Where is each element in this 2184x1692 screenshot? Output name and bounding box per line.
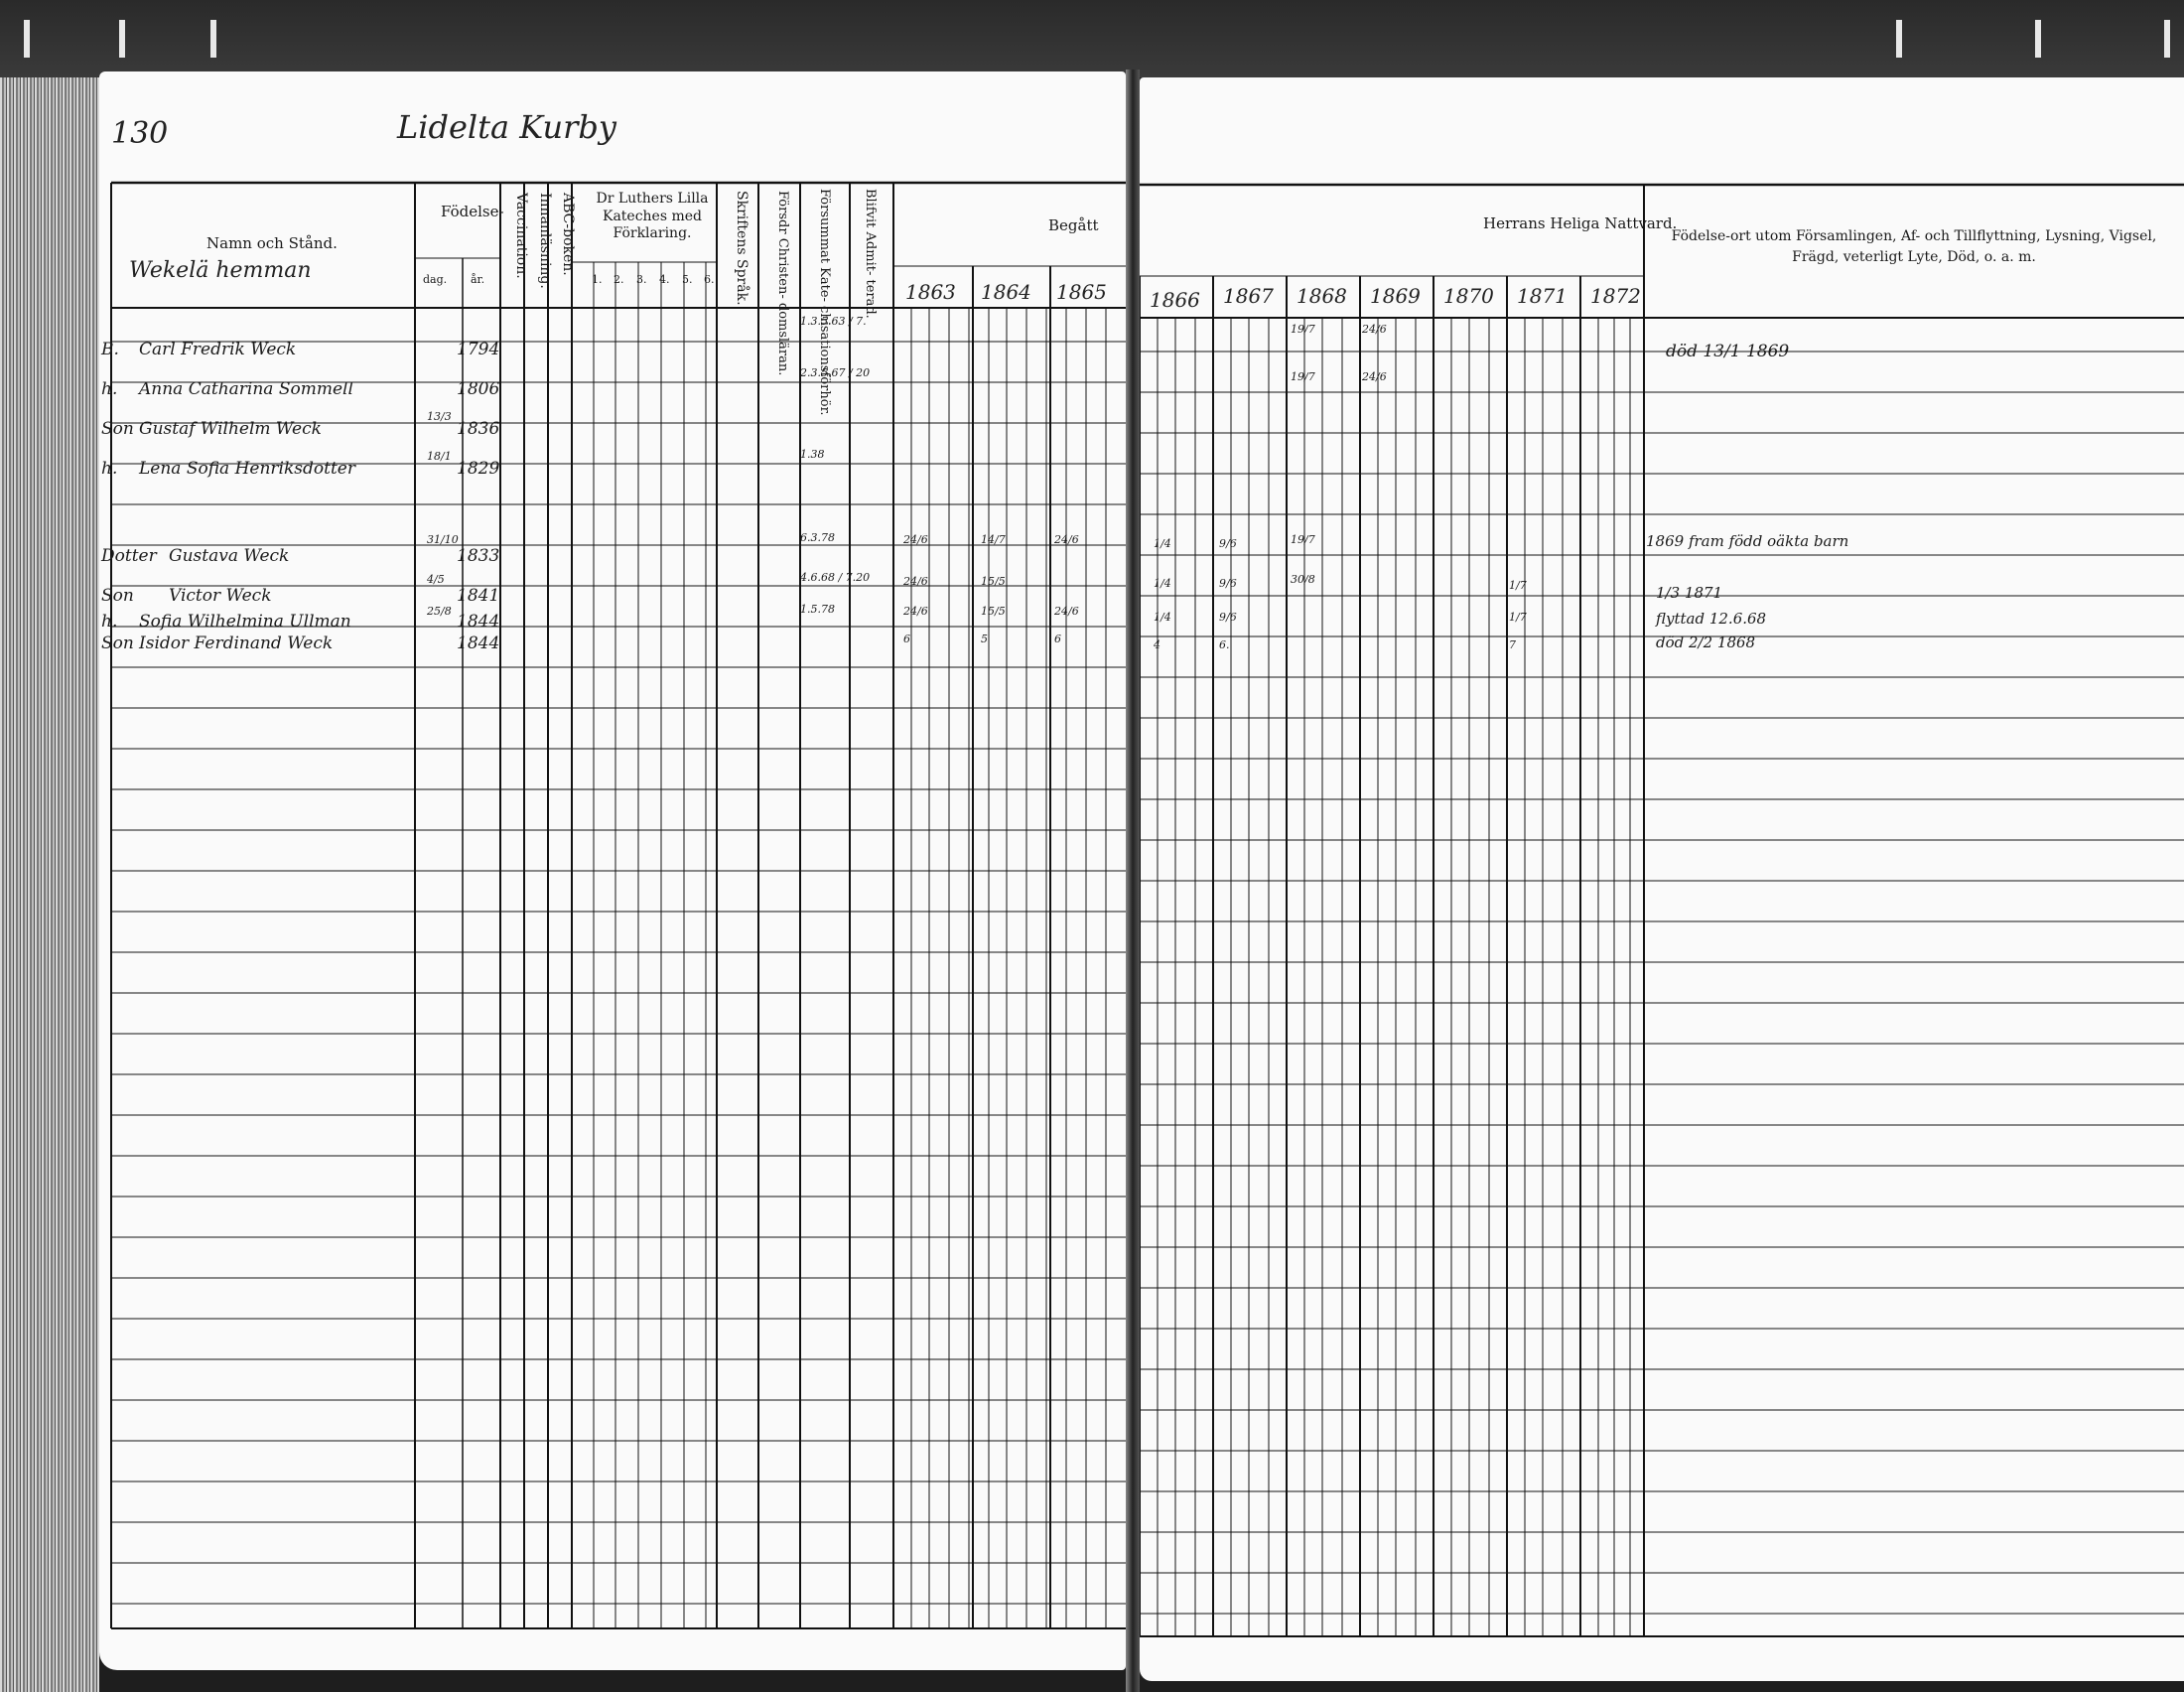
row-1866: 1/4 — [1154, 537, 1171, 550]
row-exam: 4.6.68 / 7.20 — [800, 571, 871, 584]
header-admitted: Blifvit Admit- terad. — [863, 189, 878, 319]
row-role: Son — [101, 634, 134, 653]
row-1867: 9/6 — [1219, 577, 1237, 590]
row-year: 1829 — [457, 459, 500, 479]
header-name: Namn och Stånd. — [206, 234, 338, 252]
row-day: 25/8 — [427, 605, 452, 618]
row-1871: 7 — [1509, 638, 1516, 651]
row-1866: 4 — [1154, 638, 1160, 651]
luther-col-3: 3. — [636, 273, 647, 286]
row-1868: 30/8 — [1291, 573, 1315, 586]
row-1867: 9/6 — [1219, 611, 1237, 624]
row-role: h. — [101, 379, 118, 399]
row-1865: 24/6 — [1054, 605, 1079, 618]
header-name-sub: Wekelä hemman — [129, 258, 312, 283]
film-strip — [0, 0, 2184, 77]
row-1864: 15/5 — [981, 605, 1006, 618]
row-role: h. — [101, 612, 118, 632]
year-1866: 1866 — [1150, 288, 1200, 312]
row-name: Victor Weck — [169, 586, 272, 606]
row-1863: 24/6 — [903, 575, 928, 588]
year-1870: 1870 — [1443, 284, 1494, 308]
year-1869: 1869 — [1370, 284, 1421, 308]
luther-col-5: 5. — [682, 273, 693, 286]
row-1867: 6. — [1219, 638, 1230, 651]
luther-col-1: 1. — [592, 273, 603, 286]
row-1864: 5 — [981, 633, 988, 645]
row-name: Anna Catharina Sommell — [139, 379, 353, 399]
header-year: år. — [471, 273, 485, 286]
row-1865: 24/6 — [1054, 533, 1079, 546]
luther-col-2: 2. — [614, 273, 624, 286]
row-role: B. — [101, 340, 119, 359]
year-1864: 1864 — [981, 280, 1031, 304]
row-day: 4/5 — [427, 573, 445, 586]
header-vaccination: Vaccination. — [513, 193, 529, 279]
row-day: 31/10 — [427, 533, 459, 546]
header-reading: Innanläsning. — [537, 193, 553, 289]
right-ruling — [1140, 77, 2184, 1681]
luther-col-6: 6. — [704, 273, 715, 286]
row-role: Son — [101, 419, 134, 439]
row-role: h. — [101, 459, 118, 479]
header-remarks: Födelse-ort utom Församlingen, Af- och Tillflyttning, Lysning, Vigsel, Frägd, veterligt Lyte, Död, o. a. m. — [1671, 228, 2157, 265]
year-1863: 1863 — [905, 280, 956, 304]
row-year: 1844 — [457, 612, 500, 632]
year-1865: 1865 — [1056, 280, 1107, 304]
row-year: 1833 — [457, 546, 500, 566]
row-name: Sofia Wilhelmina Ullman — [139, 612, 351, 632]
row-1863: 24/6 — [903, 533, 928, 546]
row-exam: 2.3.5.67 / 20 — [800, 366, 871, 379]
row-1867: 9/6 — [1219, 537, 1237, 550]
luther-col-4: 4. — [659, 273, 670, 286]
row-day: 18/1 — [427, 450, 452, 463]
row-exam: 6.3.78 — [800, 531, 835, 544]
row-exam: 1.5.78 — [800, 603, 835, 616]
row-role: Dotter — [101, 546, 157, 566]
header-birth: Födelse- — [441, 203, 504, 220]
row-year: 1844 — [457, 634, 500, 653]
row-1868: 19/7 — [1291, 533, 1315, 546]
row-1865: 6 — [1054, 633, 1061, 645]
parish-title: Lidelta Kurby — [397, 108, 616, 146]
row-remark: 1869 fram född oäkta barn — [1646, 532, 1849, 550]
row-name: Lena Sofia Henriksdotter — [139, 459, 355, 479]
row-1871: 1/7 — [1509, 611, 1527, 624]
film-mark — [2035, 20, 2041, 58]
row-name: Isidor Ferdinand Weck — [139, 634, 334, 653]
row-name: Gustava Weck — [169, 546, 290, 566]
row-exam: 1.38 — [800, 448, 825, 461]
row-remark: död 13/1 1869 — [1666, 342, 1790, 361]
year-1867: 1867 — [1223, 284, 1274, 308]
year-1868: 1868 — [1297, 284, 1347, 308]
row-1863: 6 — [903, 633, 910, 645]
page-number: 130 — [111, 116, 169, 151]
film-mark — [210, 20, 216, 58]
film-mark — [119, 20, 125, 58]
row-remark: död 2/2 1868 — [1656, 634, 1756, 651]
right-page — [1140, 77, 2184, 1681]
book-gutter — [1126, 70, 1140, 1692]
year-1872: 1872 — [1590, 284, 1641, 308]
left-ruling — [99, 71, 1126, 1670]
row-1868: 19/7 — [1291, 323, 1315, 336]
header-scripture: Skriftens Språk. — [734, 191, 750, 306]
header-abc: ABC-boken. — [560, 193, 576, 276]
header-luther: Dr Luthers Lilla Kateches med Förklaring. — [596, 191, 709, 241]
header-day: dag. — [423, 273, 448, 286]
row-year: 1794 — [457, 340, 500, 359]
row-name: Carl Fredrik Weck — [139, 340, 297, 359]
row-year: 1806 — [457, 379, 500, 399]
row-1871: 1/7 — [1509, 579, 1527, 592]
row-1864: 14/7 — [981, 533, 1006, 546]
row-remark: flyttad 12.6.68 — [1656, 610, 1767, 628]
row-1868: 19/7 — [1291, 370, 1315, 383]
row-year: 1836 — [457, 419, 500, 439]
film-mark — [1896, 20, 1902, 58]
header-catechism-missed: Försummat Kate- chisationsförhör. — [817, 189, 832, 416]
row-1864: 15/5 — [981, 575, 1006, 588]
left-page — [99, 71, 1126, 1670]
header-begatt: Begått — [1048, 216, 1099, 234]
header-lords-supper: Herrans Heliga Nattvard. — [1483, 214, 1678, 232]
row-1866: 1/4 — [1154, 577, 1171, 590]
row-role: Son — [101, 586, 134, 606]
row-remark: 1/3 1871 — [1656, 584, 1723, 602]
row-1863: 24/6 — [903, 605, 928, 618]
film-mark — [2164, 20, 2170, 58]
row-name: Gustaf Wilhelm Weck — [139, 419, 322, 439]
row-year: 1841 — [457, 586, 500, 606]
header-christendom: Försdr Christen- domsläran. — [775, 191, 790, 376]
row-1869: 24/6 — [1362, 323, 1387, 336]
year-1871: 1871 — [1517, 284, 1568, 308]
row-exam: 1.3.5.63 / 7. — [800, 315, 867, 328]
book-edge — [0, 77, 99, 1692]
film-mark — [24, 20, 30, 58]
row-day: 13/3 — [427, 410, 452, 423]
row-1869: 24/6 — [1362, 370, 1387, 383]
row-1866: 1/4 — [1154, 611, 1171, 624]
